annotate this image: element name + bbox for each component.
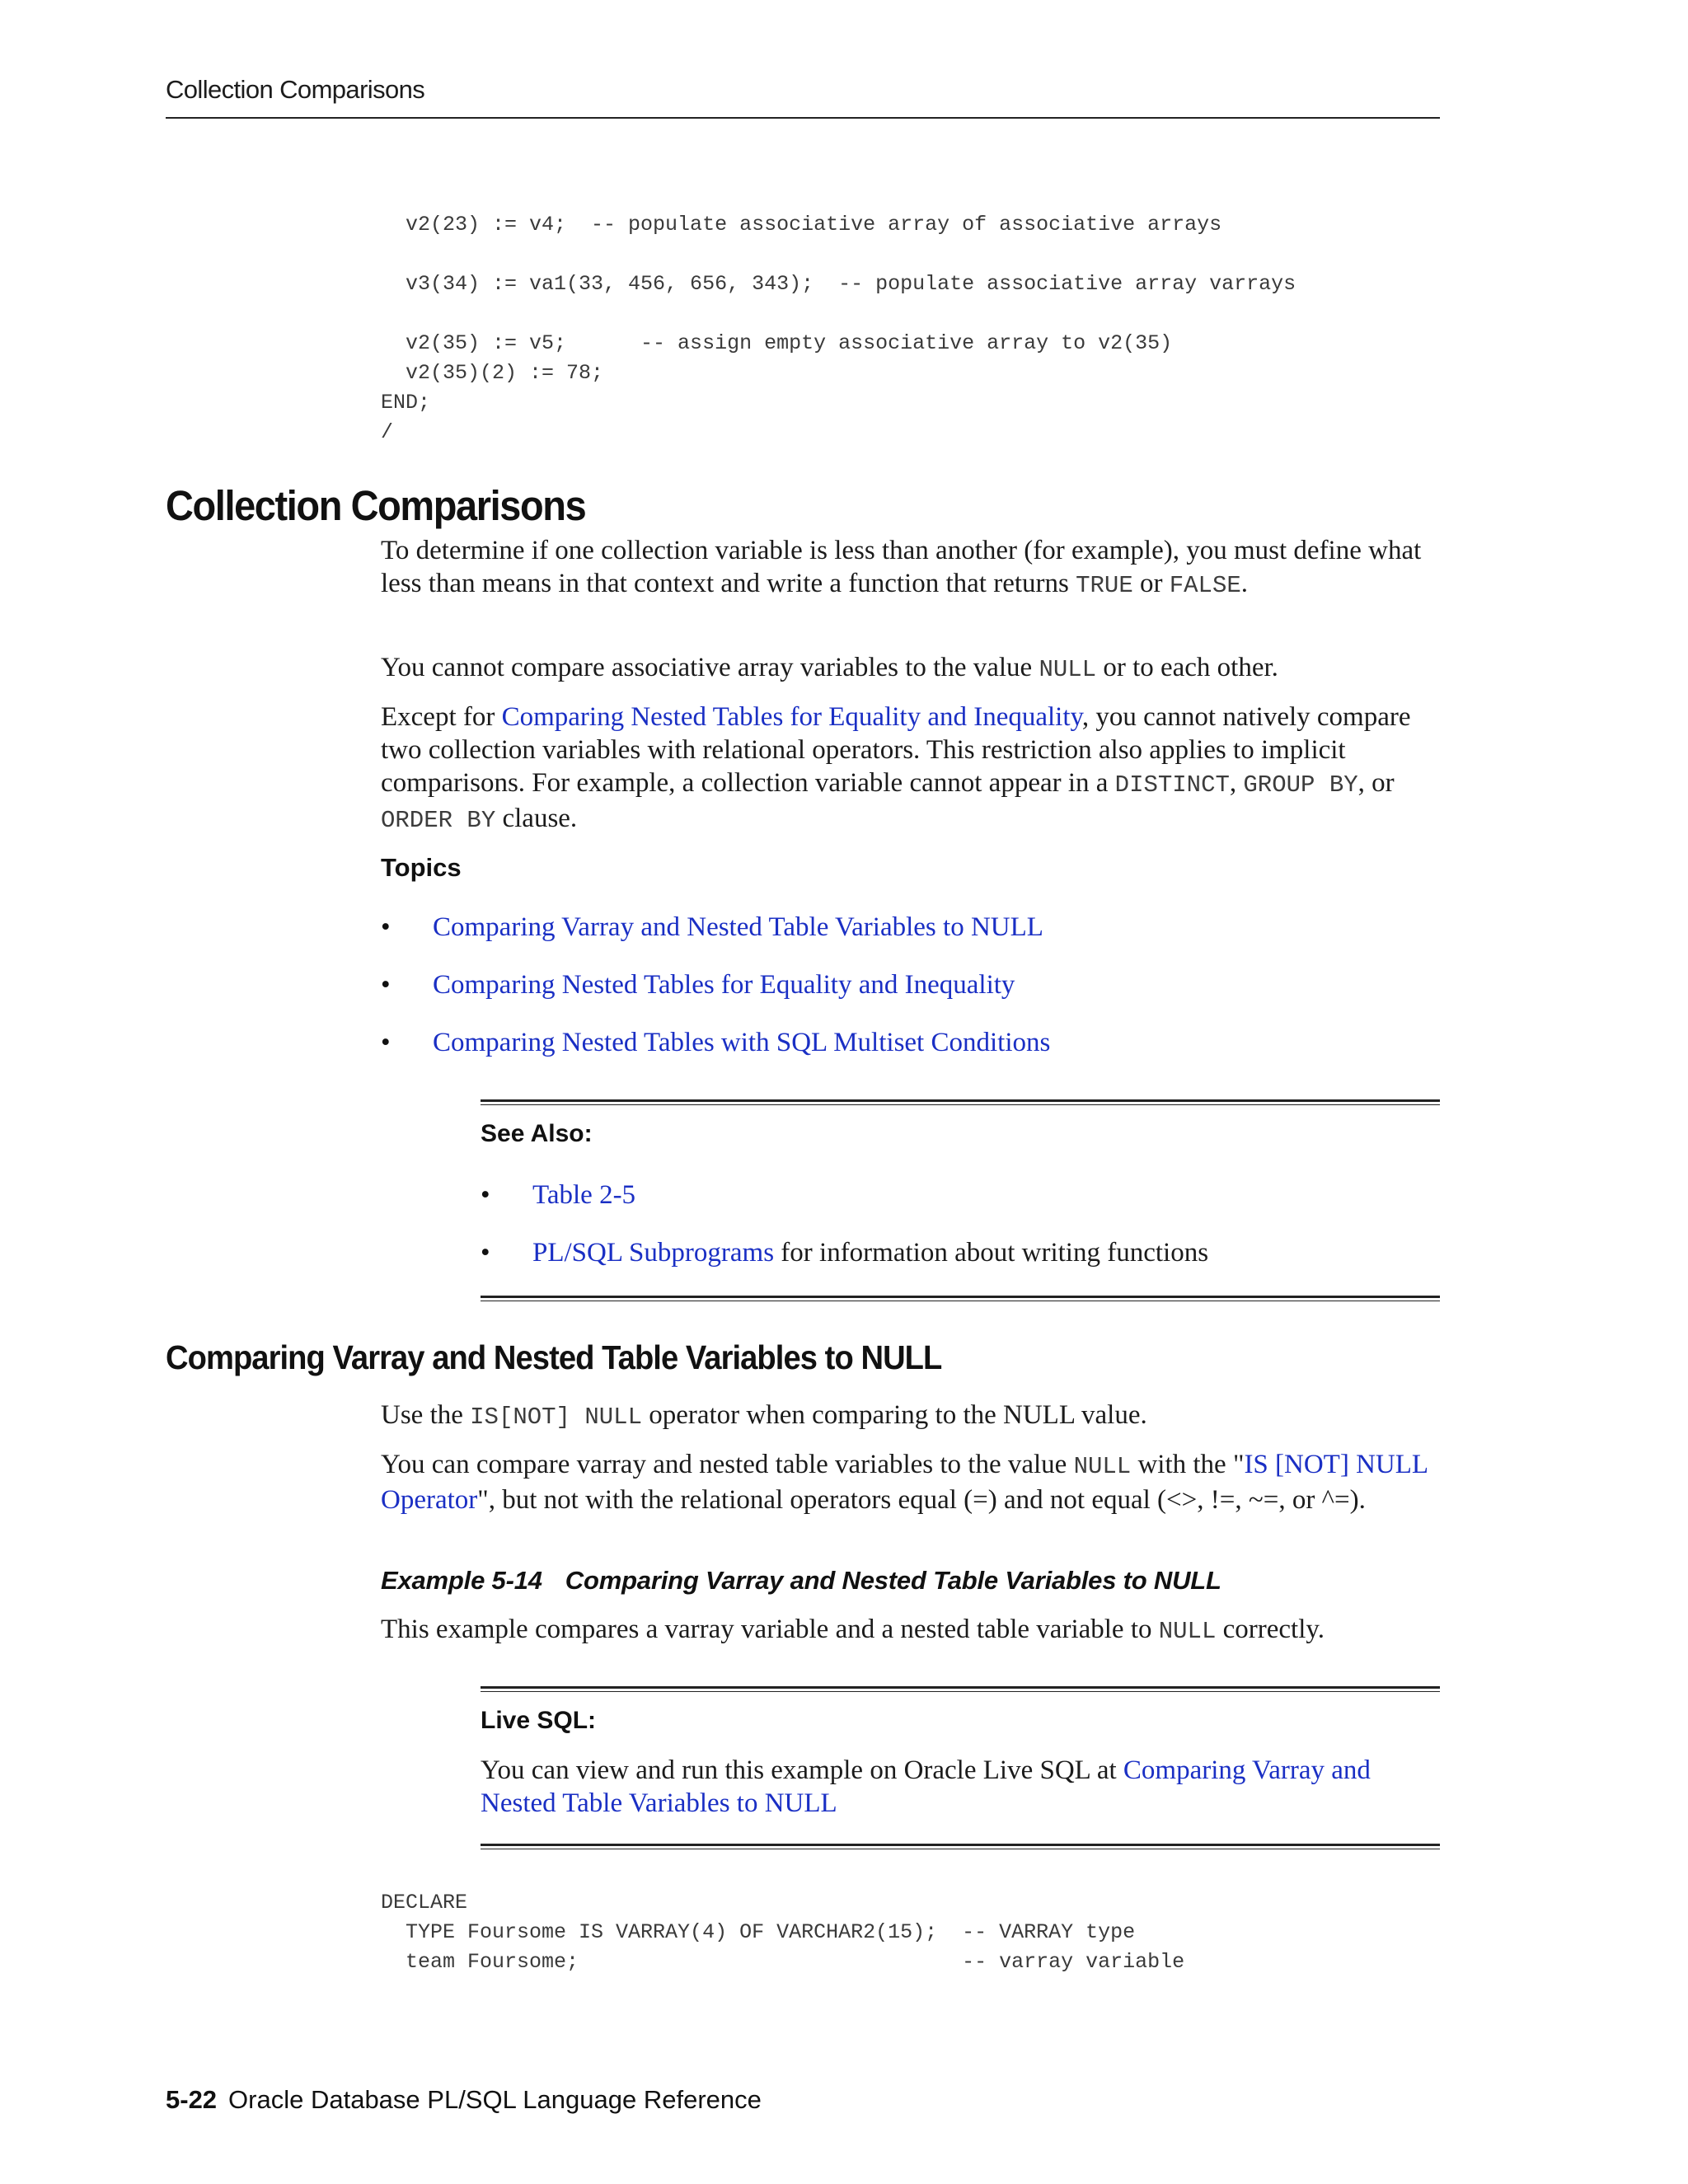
text: , you cannot natively compare two collection variables with relational operators. This restriction also applies to implicit comparisons. For example, a collection variable cannot appear in a (381, 702, 1411, 798)
link-topic-multiset[interactable]: Comparing Nested Tables with SQL Multiset Conditions (433, 1028, 1051, 1057)
section-heading-varray-nested-null: Comparing Varray and Nested Table Variables to NULL (166, 1338, 942, 1376)
text: or (1132, 569, 1170, 598)
code-distinct: DISTINCT (1114, 771, 1230, 799)
topics-label: Topics (381, 853, 462, 882)
see-also-list (481, 1179, 1445, 1294)
code-null: NULL (1158, 1618, 1217, 1645)
text: clause. (495, 804, 578, 833)
text: operator when comparing to the NULL value. (641, 1400, 1147, 1430)
code-false: FALSE (1169, 572, 1241, 599)
paragraph-less-than (381, 534, 1444, 602)
text: , (1229, 768, 1244, 798)
see-also-bottom-rule (481, 1296, 1440, 1301)
text: or to each other. (1096, 653, 1278, 682)
text: To determine if one collection variable is less than another (for example), you must define what less than means in that context and write a function that returns (381, 536, 1422, 598)
code-true: TRUE (1076, 572, 1133, 599)
code-line: TYPE Foursome IS VARRAY(4) OF VARCHAR2(15); -- VARRAY type (381, 1920, 1136, 1944)
link-comparing-nested-tables-equality[interactable]: Comparing Nested Tables for Equality and Inequality (501, 702, 1082, 732)
example-title (381, 1566, 1221, 1596)
paragraph-is-not-null (381, 1399, 1444, 1434)
bullet-icon: • (381, 1028, 391, 1057)
text: Use the (381, 1400, 471, 1430)
link-is-not-null-operator[interactable]: IS [NOT] NULL Operator (381, 1450, 1428, 1515)
list-item (381, 911, 1444, 968)
text: You can view and run this example on Oracle Live SQL at (481, 1755, 1123, 1785)
list-item (381, 968, 1444, 1026)
code-order-by: ORDER BY (381, 807, 496, 834)
example-caption: Comparing Varray and Nested Table Variables to NULL (565, 1566, 1221, 1595)
text: correctly. (1216, 1615, 1325, 1644)
text: , or (1357, 768, 1395, 798)
code-line: v3(34) := va1(33, 456, 656, 343); -- populate associative array varrays (381, 272, 1296, 296)
see-also-subprograms (532, 1236, 1208, 1269)
live-sql-bottom-rule (481, 1844, 1440, 1849)
link-topic-nested-equality[interactable]: Comparing Nested Tables for Equality and Inequality (433, 970, 1015, 1000)
code-block-bottom (381, 1888, 1184, 1977)
book-title: Oracle Database PL/SQL Language Reference (228, 2085, 762, 2114)
text: You cannot compare associative array variables to the value (381, 653, 1039, 682)
see-also-top-rule (481, 1099, 1440, 1105)
code-line: v2(35)(2) := 78; (381, 361, 604, 385)
code-line: v2(35) := v5; -- assign empty associative array to v2(35) (381, 331, 1173, 355)
code-line: v2(23) := v4; -- populate associative array of associative arrays (381, 213, 1222, 237)
paragraph-example-description (381, 1613, 1444, 1648)
text: . (1240, 569, 1248, 598)
live-sql-top-rule (481, 1686, 1440, 1692)
bullet-icon: • (481, 1180, 490, 1210)
code-line: END; (381, 391, 431, 415)
code-line (381, 299, 1296, 329)
link-live-sql-example[interactable]: Comparing Varray and Nested Table Variables to NULL (481, 1755, 1371, 1818)
page-footer (166, 2085, 762, 2115)
header-rule (166, 117, 1440, 119)
section-heading-collection-comparisons: Collection Comparisons (166, 482, 586, 529)
code-line (381, 240, 1296, 269)
link-plsql-subprograms[interactable]: PL/SQL Subprograms (532, 1238, 775, 1268)
text: with the " (1131, 1450, 1245, 1479)
running-header-title: Collection Comparisons (166, 75, 425, 104)
link-table-2-5[interactable]: Table 2-5 (532, 1180, 636, 1210)
text: ", but not with the relational operators equal (=) and not equal (<>, !=, ~=, or ^=). (477, 1485, 1366, 1515)
code-null: NULL (1039, 656, 1097, 683)
bullet-icon: • (481, 1238, 490, 1268)
example-number: Example 5-14 (381, 1566, 542, 1595)
link-topic-varray-null[interactable]: Comparing Varray and Nested Table Variables to NULL (433, 912, 1043, 942)
text: This example compares a varray variable and a nested table variable to (381, 1615, 1159, 1644)
code-block-top (381, 210, 1296, 448)
list-item (481, 1236, 1445, 1294)
topics-list (381, 911, 1444, 1084)
see-also-label: See Also: (481, 1120, 593, 1147)
paragraph-compare-varray-null (381, 1448, 1444, 1516)
text: Except for (381, 702, 502, 732)
live-sql-label: Live SQL: (481, 1707, 597, 1734)
paragraph-associative-null (381, 651, 1444, 687)
code-line: / (381, 420, 394, 444)
text: for information about writing functions (774, 1238, 1209, 1268)
paragraph-relational-operators (381, 701, 1444, 837)
live-sql-paragraph (481, 1754, 1445, 1820)
bullet-icon: • (381, 970, 391, 1000)
code-line: team Foursome; -- varray variable (381, 1950, 1185, 1974)
text: You can compare varray and nested table variables to the value (381, 1450, 1074, 1479)
list-item (381, 1026, 1444, 1084)
code-group-by: GROUP BY (1243, 771, 1358, 799)
page-number: 5-22 (166, 2085, 218, 2114)
bullet-icon: • (381, 912, 391, 942)
code-line: DECLARE (381, 1891, 468, 1915)
list-item (481, 1179, 1445, 1236)
code-null: NULL (1073, 1453, 1132, 1480)
code-is-not-null: IS[NOT] NULL (470, 1404, 642, 1431)
